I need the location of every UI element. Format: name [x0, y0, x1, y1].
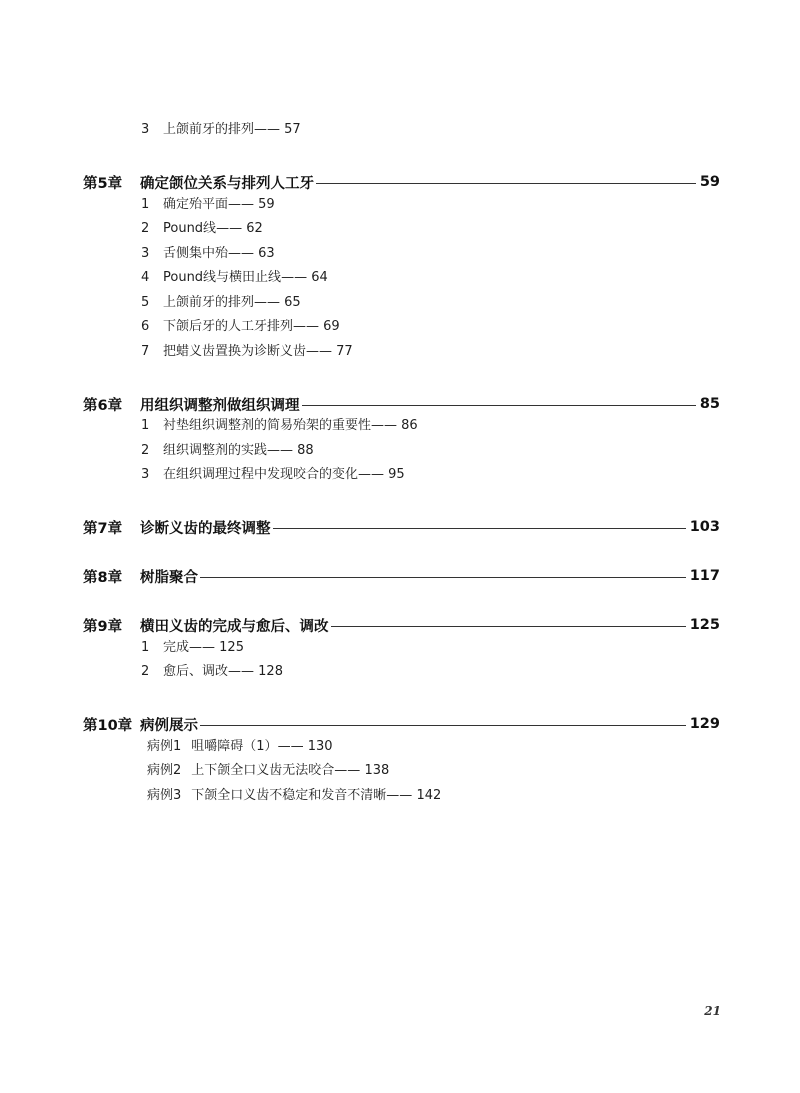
toc-section-5-3[interactable]: [141, 246, 275, 262]
chapter-title: 用组织调整剂做组织调理: [140, 397, 300, 414]
toc-section-5-4[interactable]: [141, 270, 328, 286]
chapter-title: 树脂聚合: [140, 569, 198, 586]
section-page: 69: [323, 319, 340, 334]
section-number: 2: [141, 443, 150, 458]
section-title: 咀嚼障碍（1）: [191, 739, 278, 754]
chapter-number: 第8章: [83, 569, 123, 586]
section-page: 95: [388, 467, 405, 482]
section-title: Pound线与横田止线: [163, 270, 282, 285]
dash-leader: ——: [228, 246, 255, 261]
chapter-page: 129: [689, 716, 720, 732]
section-number: 1: [141, 418, 150, 433]
dash-leader: ——: [267, 443, 294, 458]
toc-section-6-1[interactable]: [141, 418, 418, 434]
case-number: 病例2: [147, 763, 182, 778]
section-title: 完成: [163, 640, 190, 655]
section-page: 86: [401, 418, 418, 433]
toc-case-1[interactable]: [147, 739, 333, 755]
chapter-number: 第5章: [83, 175, 123, 192]
toc-case-3[interactable]: [147, 788, 441, 804]
toc-section-9-2[interactable]: [141, 664, 283, 680]
toc-section-5-2[interactable]: [141, 221, 263, 237]
chapter-title: 病例展示: [140, 717, 198, 734]
dash-leader: ——: [334, 763, 361, 778]
section-page: 62: [246, 221, 263, 236]
toc-chapter-8[interactable]: [83, 566, 720, 586]
section-page: 57: [284, 122, 301, 137]
section-title: 愈后、调改: [163, 664, 229, 679]
section-number: 3: [141, 122, 150, 137]
dash-leader: ——: [254, 122, 281, 137]
chapter-page: 125: [689, 617, 720, 633]
section-title: 上颌前牙的排列: [163, 122, 255, 137]
section-title: 上下颌全口义齿无法咬合: [191, 763, 335, 778]
toc-chapter-5[interactable]: [83, 172, 720, 192]
section-title: 把蜡义齿置换为诊断义齿: [163, 344, 307, 359]
dash-leader: ——: [358, 467, 385, 482]
toc-chapter-9[interactable]: [83, 615, 720, 635]
section-number: 5: [141, 295, 150, 310]
chapter-title: 诊断义齿的最终调整: [140, 520, 271, 537]
chapter-number: 第7章: [83, 520, 123, 537]
section-number: 3: [141, 467, 150, 482]
case-number: 病例3: [147, 788, 182, 803]
section-page: 88: [297, 443, 314, 458]
case-number: 病例1: [147, 739, 182, 754]
section-title: Pound线: [163, 221, 217, 236]
toc-section-6-3[interactable]: [141, 467, 405, 483]
section-page: 128: [258, 664, 283, 679]
chapter-page: 59: [699, 174, 720, 190]
chapter-title: 横田义齿的完成与愈后、调改: [140, 618, 329, 635]
toc-chapter-7[interactable]: [83, 517, 720, 537]
chapter-leader-line: [200, 577, 686, 578]
section-title: 组织调整剂的实践: [163, 443, 268, 458]
toc-section-6-2[interactable]: [141, 443, 314, 459]
section-number: 2: [141, 221, 150, 236]
section-title: 下颌后牙的人工牙排列: [163, 319, 294, 334]
section-page: 142: [416, 788, 442, 803]
section-number: 1: [141, 640, 150, 655]
chapter-number: 第6章: [83, 397, 123, 414]
toc-section-9-1[interactable]: [141, 640, 244, 656]
section-number: 1: [141, 197, 150, 212]
section-page: 130: [307, 739, 333, 754]
toc-case-2[interactable]: [147, 763, 389, 779]
chapter-leader-line: [331, 626, 686, 627]
section-number: 3: [141, 246, 150, 261]
dash-leader: ——: [293, 319, 320, 334]
toc-section-prev-3[interactable]: [141, 122, 301, 138]
section-title: 下颌全口义齿不稳定和发音不清晰: [191, 788, 387, 803]
section-title: 确定殆平面: [163, 197, 229, 212]
section-page: 63: [258, 246, 275, 261]
section-title: 衬垫组织调整剂的简易殆架的重要性: [163, 418, 372, 433]
section-number: 2: [141, 664, 150, 679]
toc-section-5-7[interactable]: [141, 344, 353, 360]
section-number: 6: [141, 319, 150, 334]
toc-chapter-6[interactable]: [83, 394, 720, 414]
dash-leader: ——: [228, 197, 255, 212]
section-page: 64: [311, 270, 328, 285]
dash-leader: ——: [281, 270, 308, 285]
dash-leader: ——: [306, 344, 333, 359]
chapter-number: 第10章: [83, 717, 133, 734]
section-page: 77: [336, 344, 353, 359]
chapter-page: 85: [699, 396, 720, 412]
section-title: 舌侧集中殆: [163, 246, 229, 261]
chapter-leader-line: [273, 528, 686, 529]
section-title: 上颌前牙的排列: [163, 295, 255, 310]
chapter-leader-line: [316, 183, 696, 184]
section-title: 在组织调理过程中发现咬合的变化: [163, 467, 359, 482]
dash-leader: ——: [371, 418, 398, 433]
section-number: 4: [141, 270, 150, 285]
dash-leader: ——: [228, 664, 255, 679]
toc-section-5-1[interactable]: [141, 197, 275, 213]
page-number: 21: [704, 1004, 721, 1018]
chapter-number: 第9章: [83, 618, 123, 635]
chapter-page: 103: [689, 519, 720, 535]
section-page: 125: [219, 640, 244, 655]
chapter-leader-line: [302, 405, 696, 406]
dash-leader: ——: [277, 739, 304, 754]
toc-chapter-10[interactable]: [83, 714, 720, 734]
dash-leader: ——: [189, 640, 216, 655]
section-page: 59: [258, 197, 275, 212]
section-number: 7: [141, 344, 150, 359]
section-page: 138: [364, 763, 390, 778]
dash-leader: ——: [254, 295, 281, 310]
section-page: 65: [284, 295, 301, 310]
toc-section-5-5[interactable]: [141, 295, 301, 311]
chapter-leader-line: [200, 725, 686, 726]
dash-leader: ——: [216, 221, 243, 236]
toc-section-5-6[interactable]: [141, 319, 340, 335]
dash-leader: ——: [386, 788, 413, 803]
chapter-page: 117: [689, 568, 720, 584]
chapter-title: 确定颌位关系与排列人工牙: [140, 175, 314, 192]
